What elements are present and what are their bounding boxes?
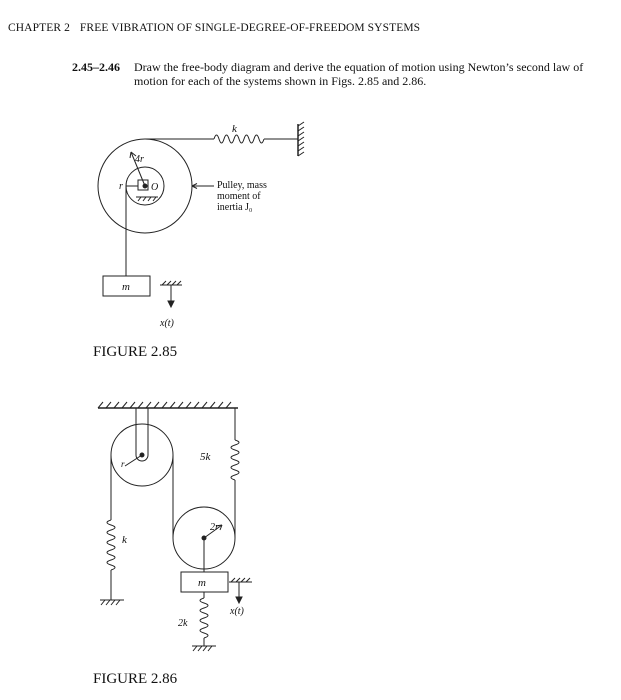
displacement-label: x(t): [160, 318, 174, 329]
pulley-note-line2: moment of: [217, 191, 261, 202]
problem-text: Draw the free-body diagram and derive the equation of motion using Newton’s second law of motion for each of the systems shown in Figs. 2.85 and 2.86.: [134, 60, 584, 88]
figure-2-85-caption: FIGURE 2.85: [93, 344, 178, 360]
left-spring-label: k: [122, 534, 127, 546]
displacement-arrowhead-2: [236, 597, 242, 603]
bottom-spring-label: 2k: [178, 618, 188, 629]
left-ground-hatch: [101, 600, 120, 605]
inner-radius-label: r: [119, 181, 123, 192]
right-spring-5k: [231, 440, 239, 480]
mass-label-2: m: [198, 577, 206, 589]
right-spring-label: 5k: [200, 451, 211, 463]
ceiling-hatch: [98, 402, 231, 408]
pulley-note-line1: Pulley, mass: [217, 180, 267, 191]
figure-2-86-caption: FIGURE 2.86: [93, 671, 178, 687]
center-o-label: O: [151, 182, 159, 193]
pulley-note-line3: inertia J₀: [217, 202, 253, 213]
spring-k-label: k: [232, 123, 237, 135]
displacement-label-2: x(t): [230, 606, 244, 617]
lower-pulley-radius-label: 2r: [210, 522, 219, 533]
chapter-number: CHAPTER 2: [8, 22, 70, 34]
top-pulley-hanger: [136, 408, 148, 455]
left-spring-k: [107, 520, 115, 570]
top-pulley-radius-label: r: [121, 459, 125, 469]
problem-number: 2.45–2.46: [72, 60, 120, 74]
chapter-title: FREE VIBRATION OF SINGLE-DEGREE-OF-FREEDOM SYSTEMS: [79, 22, 421, 34]
bottom-spring-2k: [200, 598, 208, 638]
mass-label: m: [122, 281, 130, 293]
displacement-ref-hatch-2: [231, 578, 250, 582]
outer-radius-label: 4r: [135, 154, 144, 165]
bottom-ground-hatch: [193, 646, 212, 651]
